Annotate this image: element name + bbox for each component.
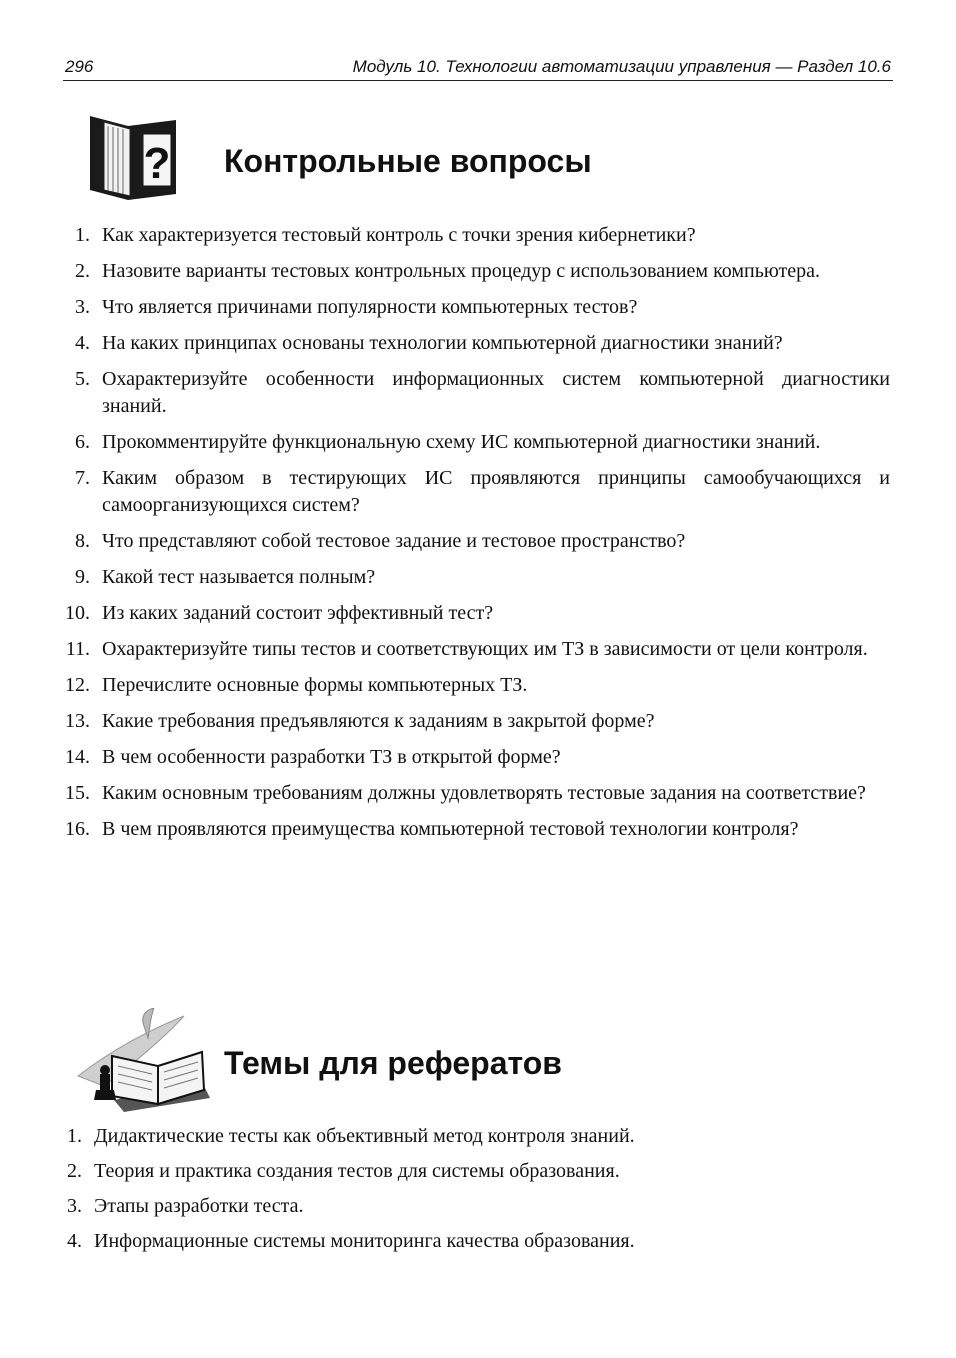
list-item: 7. Каким образом в тестирующих ИС проявляются принципы самообучающихся и самоорганизующихся систем? bbox=[75, 467, 890, 516]
list-item: 8. Что представляют собой тестовое задание и тестовое пространство? bbox=[75, 530, 686, 552]
list-item: 3. Что является причинами популярности компьютерных тестов? bbox=[75, 296, 638, 318]
list-item: 10. Из каких заданий состоит эффективный тест? bbox=[65, 602, 494, 624]
list-item: 1. Дидактические тесты как объективный метод контроля знаний. bbox=[67, 1125, 635, 1147]
list-item: 9. Какой тест называется полным? bbox=[75, 566, 376, 588]
page-number: 296 bbox=[65, 57, 94, 76]
topics-title: Темы для рефератов bbox=[224, 1045, 562, 1081]
list-item: 4. Информационные системы мониторинга качества образования. bbox=[67, 1230, 635, 1252]
list-item: 11. Охарактеризуйте типы тестов и соответствующих им ТЗ в зависимости от цели контроля. bbox=[65, 638, 868, 660]
book-question-icon bbox=[88, 112, 182, 204]
svg-text:?: ? bbox=[143, 139, 171, 188]
list-item: 3. Этапы разработки теста. bbox=[67, 1195, 304, 1217]
running-title: Модуль 10. Технологии автоматизации управления — Раздел 10.6 bbox=[352, 57, 891, 76]
list-item: 12. Перечислите основные формы компьютерных ТЗ. bbox=[65, 674, 528, 696]
topics-list bbox=[62, 1123, 890, 1263]
list-item: 6. Прокомментируйте функциональную схему ИС компьютерной диагностики знаний. bbox=[75, 431, 821, 453]
list-item: 2. Назовите варианты тестовых контрольных процедур с использованием компьютера. bbox=[75, 260, 821, 282]
questions-title: Контрольные вопросы bbox=[224, 143, 592, 179]
list-item: 16. В чем проявляются преимущества компьютерной тестовой технологии контроля? bbox=[65, 818, 799, 840]
list-item: 1. Как характеризуется тестовый контроль с точки зрения кибернетики? bbox=[75, 224, 696, 246]
list-item: 5. Охарактеризуйте особенности информационных систем компьютерной диагностики знаний. bbox=[75, 368, 890, 417]
list-item: 14. В чем особенности разработки ТЗ в открытой форме? bbox=[65, 746, 561, 768]
list-item: 4. На каких принципах основаны технологии компьютерной диагностики знаний? bbox=[75, 332, 783, 354]
questions-list bbox=[62, 222, 890, 852]
list-item: 2. Теория и практика создания тестов для системы образования. bbox=[67, 1160, 620, 1182]
list-item: 13. Какие требования предъявляются к заданиям в закрытой форме? bbox=[65, 710, 655, 732]
page-header bbox=[63, 54, 893, 81]
book-quill-icon bbox=[74, 1008, 214, 1112]
list-item: 15. Каким основным требованиям должны удовлетворять тестовые задания на соответствие? bbox=[65, 782, 866, 804]
